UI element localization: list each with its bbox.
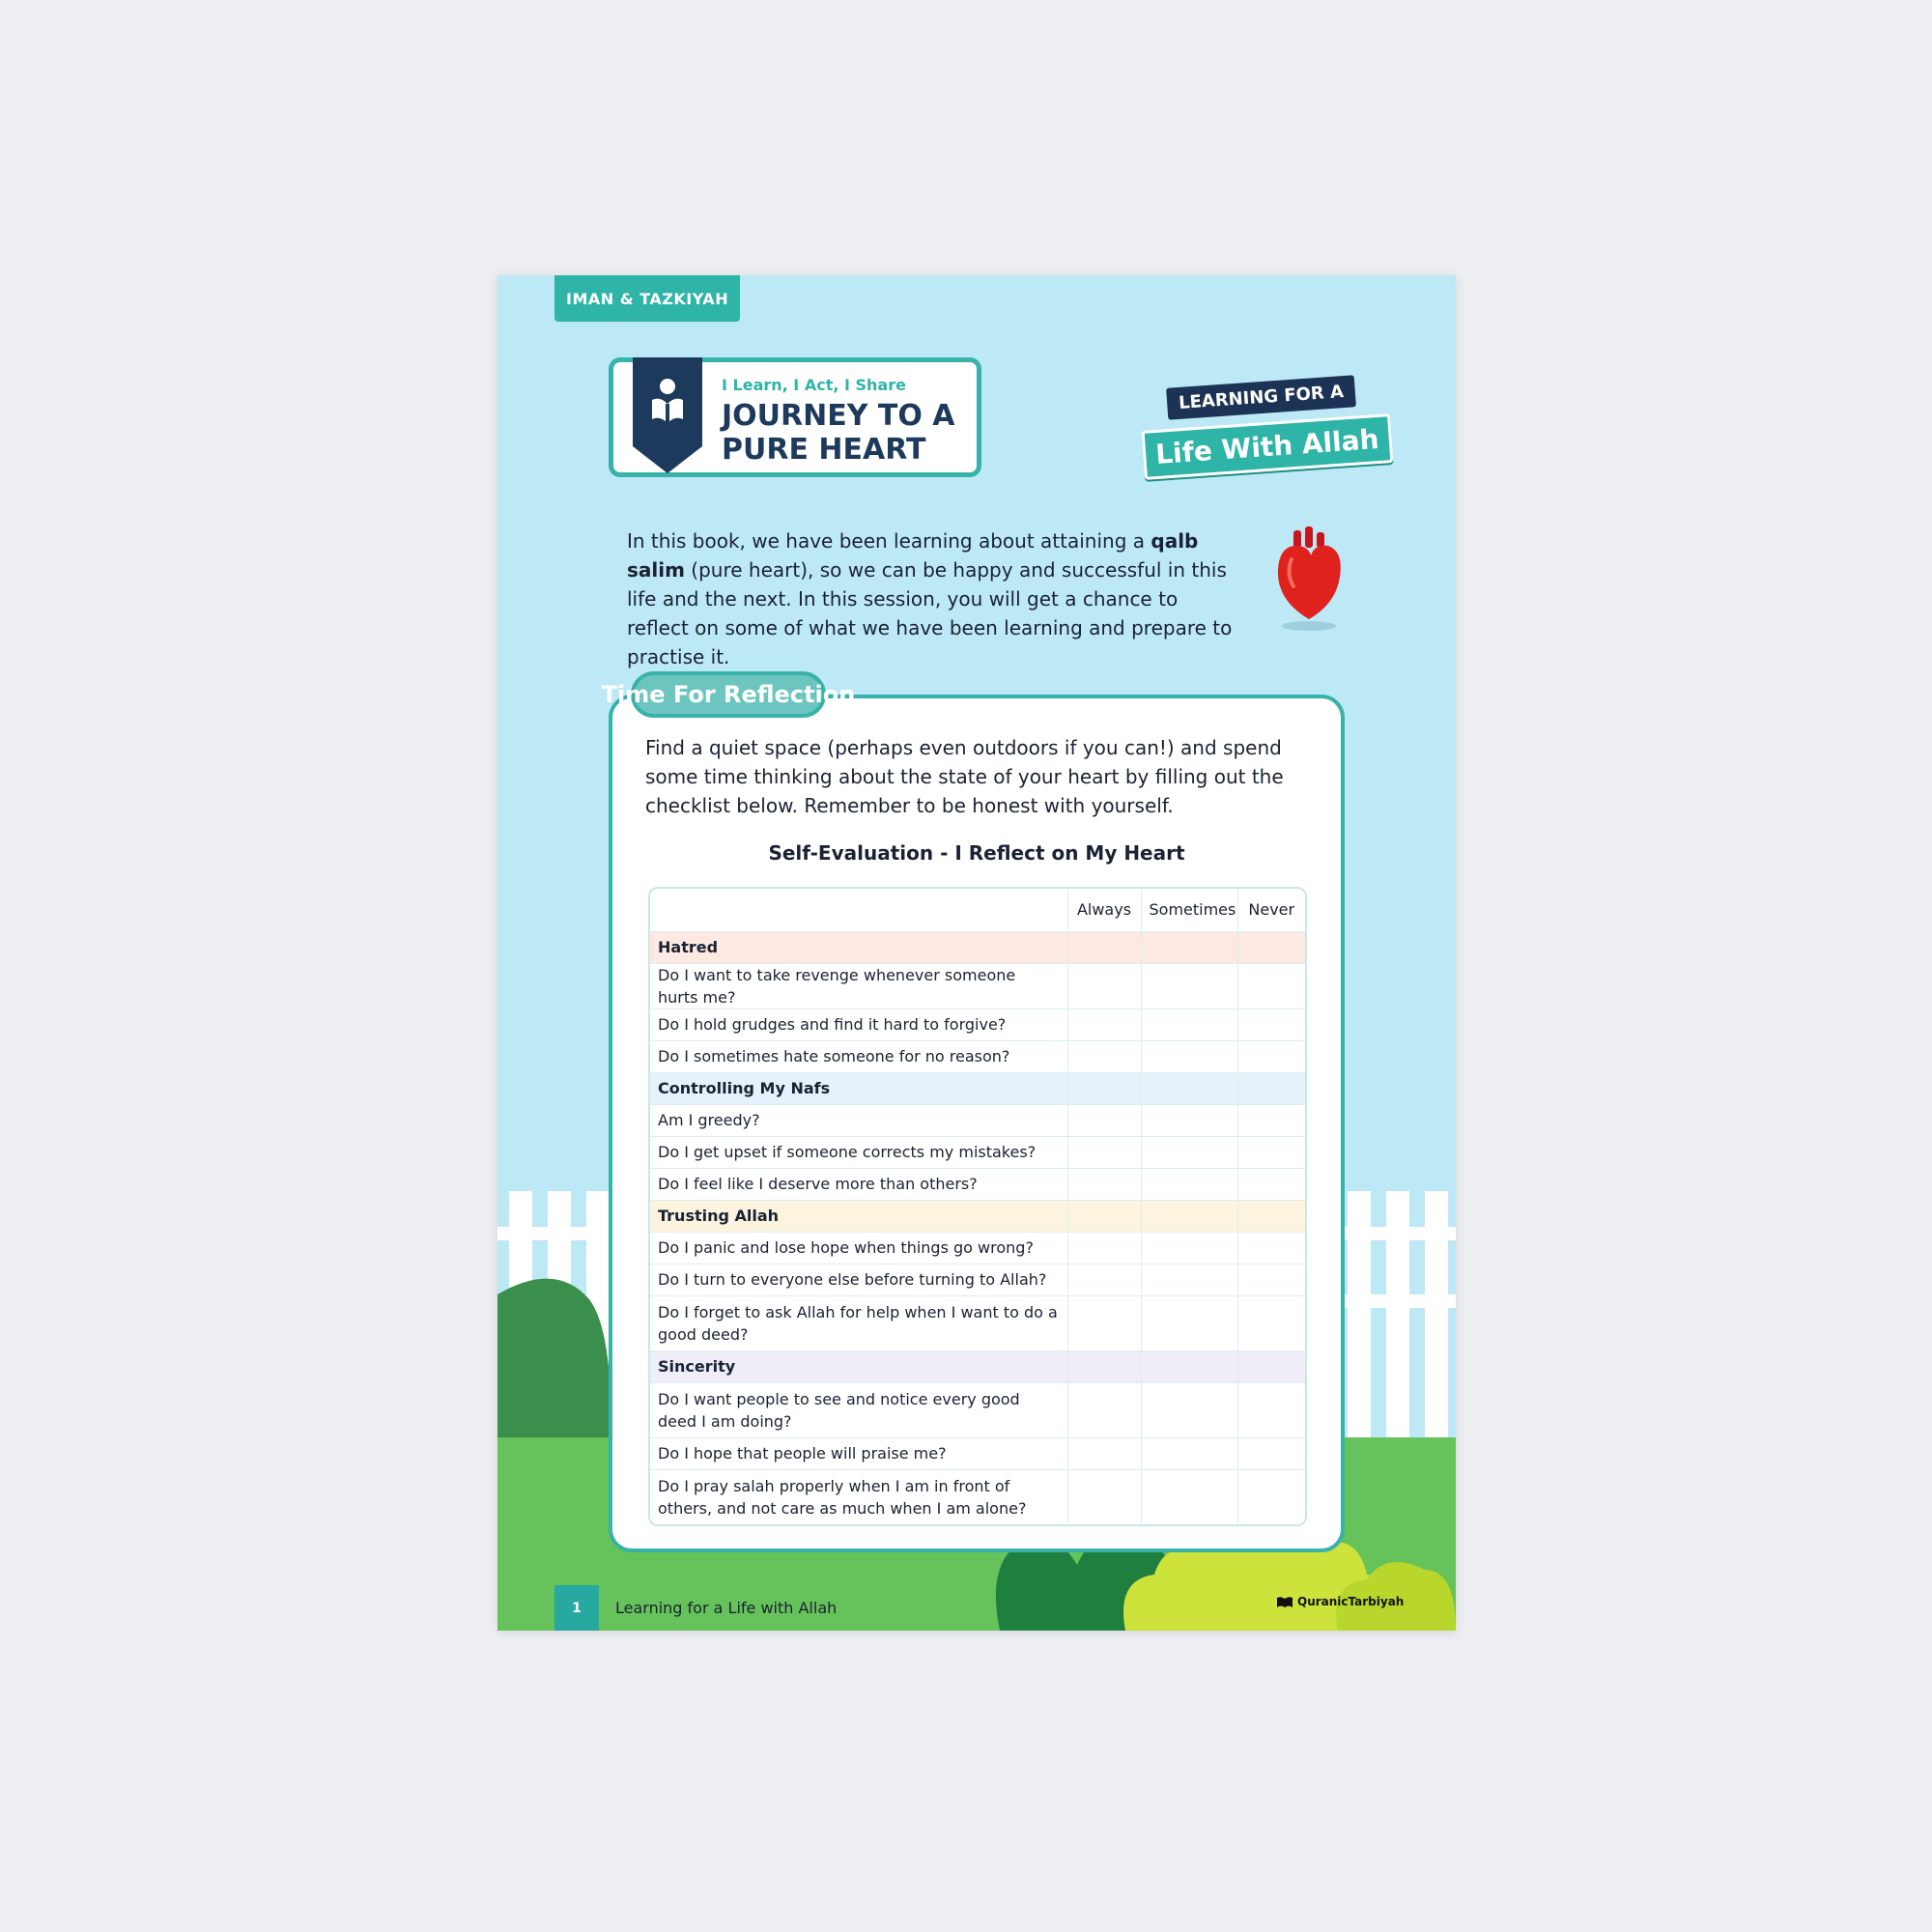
intro-text-after: (pure heart), so we can be happy and successful in this life and the next. In this session, you will get a chance to reflect on some of what we have been learning and prepare to practise it. <box>627 558 1233 668</box>
sometimes-checkbox-cell[interactable] <box>1141 1040 1237 1072</box>
table-title: Self-Evaluation - I Reflect on My Heart <box>768 841 1185 865</box>
never-checkbox-cell[interactable] <box>1237 1104 1305 1136</box>
never-checkbox-cell[interactable] <box>1237 1382 1305 1437</box>
question-cell: Do I hold grudges and find it hard to forgive? <box>650 1009 1067 1040</box>
always-checkbox-cell[interactable] <box>1067 1104 1141 1136</box>
section-row-sincerity <box>650 1350 1305 1382</box>
sometimes-checkbox-cell[interactable] <box>1141 1437 1237 1469</box>
intro-paragraph <box>627 526 1245 671</box>
never-checkbox-cell[interactable] <box>1237 1168 1305 1200</box>
always-checkbox-cell[interactable] <box>1067 1040 1141 1072</box>
always-checkbox-cell[interactable] <box>1067 1136 1141 1168</box>
always-checkbox-cell[interactable] <box>1067 1264 1141 1295</box>
always-checkbox-cell[interactable] <box>1067 1437 1141 1469</box>
worksheet-page <box>497 275 1456 1631</box>
question-cell: Do I hope that people will praise me? <box>650 1437 1067 1469</box>
heart-organ-icon <box>1270 526 1348 633</box>
always-checkbox-cell[interactable] <box>1067 963 1141 1009</box>
footer-text: Learning for a Life with Allah <box>615 1599 838 1617</box>
footer-brand-name: QuranicTarbiyah <box>1297 1595 1405 1608</box>
sometimes-checkbox-cell[interactable] <box>1141 963 1237 1009</box>
column-never: Never <box>1237 889 1305 931</box>
question-cell: Do I turn to everyone else before turning to Allah? <box>650 1264 1067 1295</box>
sometimes-checkbox-cell[interactable] <box>1141 1232 1237 1264</box>
title-subtitle: I Learn, I Act, I Share <box>722 376 906 394</box>
brand-line1: LEARNING FOR A <box>1166 375 1356 420</box>
question-cell: Do I want to take revenge whenever someone hurts me? <box>650 963 1067 1009</box>
sometimes-checkbox-cell[interactable] <box>1141 1295 1237 1350</box>
table-row <box>650 1295 1305 1350</box>
table-row <box>650 963 1305 1009</box>
self-evaluation-table <box>648 887 1307 1526</box>
section-row-controlling-my-nafs <box>650 1072 1305 1104</box>
section-row-hatred <box>650 931 1305 963</box>
never-checkbox-cell[interactable] <box>1237 1264 1305 1295</box>
never-checkbox-cell[interactable] <box>1237 1469 1305 1524</box>
section-label: Controlling My Nafs <box>650 1072 1067 1104</box>
table-row <box>650 1168 1305 1200</box>
section-row-trusting-allah <box>650 1200 1305 1232</box>
intro-bold-term: qalb salim <box>627 529 1199 582</box>
question-cell: Do I pray salah properly when I am in front of others, and not care as much when I am alone? <box>650 1469 1067 1524</box>
sometimes-checkbox-cell[interactable] <box>1141 1168 1237 1200</box>
question-cell: Do I feel like I deserve more than others? <box>650 1168 1067 1200</box>
always-checkbox-cell[interactable] <box>1067 1382 1141 1437</box>
never-checkbox-cell[interactable] <box>1237 963 1305 1009</box>
question-cell: Do I get upset if someone corrects my mistakes? <box>650 1136 1067 1168</box>
never-checkbox-cell[interactable] <box>1237 1009 1305 1040</box>
page-number: 1 <box>554 1585 599 1631</box>
brand-line2: Life With Allah <box>1142 413 1394 480</box>
section-label: Trusting Allah <box>650 1200 1067 1232</box>
sometimes-checkbox-cell[interactable] <box>1141 1469 1237 1524</box>
sometimes-checkbox-cell[interactable] <box>1141 1382 1237 1437</box>
section-label: Hatred <box>650 931 1067 963</box>
never-checkbox-cell[interactable] <box>1237 1040 1305 1072</box>
table-row <box>650 1040 1305 1072</box>
page-title: JOURNEY TO A PURE HEART <box>722 399 955 467</box>
reflection-card <box>609 695 1345 1552</box>
table-row <box>650 1104 1305 1136</box>
sometimes-checkbox-cell[interactable] <box>1141 1009 1237 1040</box>
table-row <box>650 1232 1305 1264</box>
table-row <box>650 1136 1305 1168</box>
never-checkbox-cell[interactable] <box>1237 1136 1305 1168</box>
reading-person-icon <box>633 357 702 475</box>
table-header-blank <box>650 889 1067 931</box>
always-checkbox-cell[interactable] <box>1067 1469 1141 1524</box>
never-checkbox-cell[interactable] <box>1237 1232 1305 1264</box>
reflection-tab: Time For Reflection <box>631 671 826 718</box>
question-cell: Do I forget to ask Allah for help when I want to do a good deed? <box>650 1295 1067 1350</box>
column-sometimes: Sometimes <box>1141 889 1237 931</box>
table-row <box>650 1264 1305 1295</box>
question-cell: Am I greedy? <box>650 1104 1067 1136</box>
open-book-icon <box>1277 1596 1293 1607</box>
category-tab: IMAN & TAZKIYAH <box>554 275 740 322</box>
footer-brand <box>1277 1595 1404 1608</box>
always-checkbox-cell[interactable] <box>1067 1009 1141 1040</box>
column-always: Always <box>1067 889 1141 931</box>
table-row <box>650 1469 1305 1524</box>
reflection-instructions: Find a quiet space (perhaps even outdoors if you can!) and spend some time thinking about the state of your heart by filling out the checklist below. Remember to be honest with yourself. <box>645 736 1284 817</box>
sometimes-checkbox-cell[interactable] <box>1141 1136 1237 1168</box>
never-checkbox-cell[interactable] <box>1237 1437 1305 1469</box>
never-checkbox-cell[interactable] <box>1237 1295 1305 1350</box>
section-label: Sincerity <box>650 1350 1067 1382</box>
always-checkbox-cell[interactable] <box>1067 1232 1141 1264</box>
intro-text-before: In this book, we have been learning about attaining a <box>627 529 1151 553</box>
table-row <box>650 1009 1305 1040</box>
sometimes-checkbox-cell[interactable] <box>1141 1104 1237 1136</box>
table-row <box>650 1437 1305 1469</box>
sometimes-checkbox-cell[interactable] <box>1141 1264 1237 1295</box>
table-row <box>650 1382 1305 1437</box>
title-box <box>609 357 981 477</box>
always-checkbox-cell[interactable] <box>1067 1168 1141 1200</box>
question-cell: Do I want people to see and notice every good deed I am doing? <box>650 1382 1067 1437</box>
always-checkbox-cell[interactable] <box>1067 1295 1141 1350</box>
question-cell: Do I sometimes hate someone for no reason? <box>650 1040 1067 1072</box>
question-cell: Do I panic and lose hope when things go wrong? <box>650 1232 1067 1264</box>
